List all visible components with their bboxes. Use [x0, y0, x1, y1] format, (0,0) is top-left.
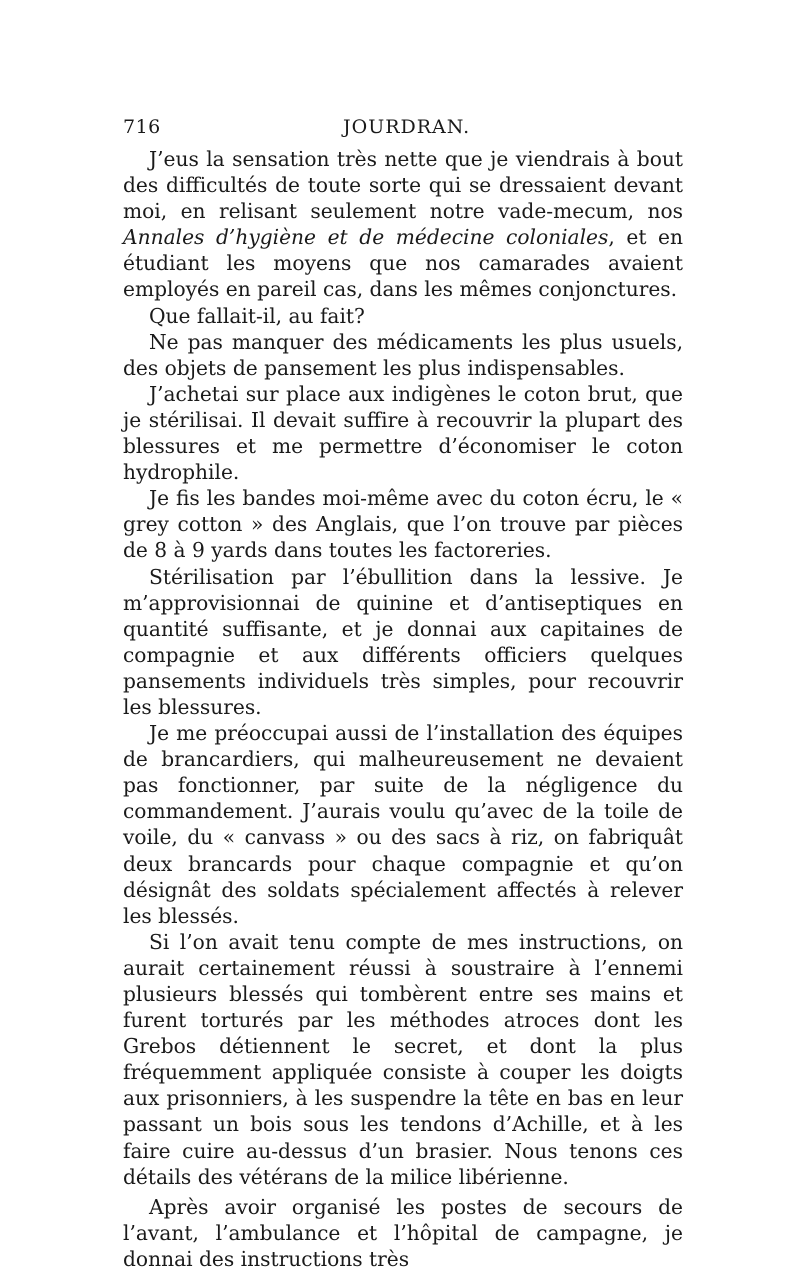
- paragraph: Après avoir organisé les postes de secours de l’avant, l’ambulance et l’hôpital de campagne, je donnai des instructions très: [123, 1194, 683, 1271]
- paragraph: J’achetai sur place aux indigènes le coton brut, que je stérilisai. Il devait suffire à recouvrir la plupart des blessures et me permettre d’économiser le coton hydrophile.: [123, 381, 683, 485]
- paragraph: Que fallait-il, au fait?: [149, 303, 365, 328]
- page-number: 716: [123, 116, 161, 138]
- page-header: [123, 116, 683, 146]
- body-text: [123, 146, 683, 1272]
- running-head: JOURDRAN.: [343, 116, 471, 138]
- paragraph: Je fis les bandes moi-même avec du coton écru, le « grey cotton » des Anglais, que l’on trouve par pièces de 8 à 9 yards dans toutes les factoreries.: [123, 486, 683, 563]
- book-page: [123, 116, 683, 1272]
- paragraph: Je me préoccupai aussi de l’installation des équipes de brancardiers, qui malheureusement ne devaient pas fonctionner, par suite de la négligence du commandement. J’aurais voulu qu’avec de la toile de voile, du « canvass » ou des sacs à riz, on fabriquât deux brancards pour chaque compagnie et qu’on désignât des soldats spécialement affectés à relever les blessés.: [123, 721, 683, 928]
- paragraph: Ne pas manquer des médicaments les plus usuels, des objets de pansement les plus indispensables.: [123, 329, 683, 380]
- paragraph: Si l’on avait tenu compte de mes instructions, on aurait certainement réussi à soustraire à l’ennemi plusieurs blessés qui tombèrent entre ses mains et furent torturés par les méthodes atroces dont les Grebos détiennent le secret, et dont la plus fréquemment appliquée consiste à couper les doigts aux prisonniers, à les suspendre la tête en bas en leur passant un bois sous les tendons d’Achille, et à les faire cuire au-dessus d’un brasier. Nous tenons ces détails des vétérans de la milice libérienne.: [123, 929, 683, 1189]
- paragraph: Stérilisation par l’ébullition dans la lessive. Je m’approvisionnai de quinine et d’antiseptiques en quantité suffisante, et je donnai aux capitaines de compagnie et aux différents officiers quelques pansements individuels très simples, pour recouvrir les blessures.: [123, 564, 683, 719]
- paragraph: J’eus la sensation très nette que je viendrais à bout des difficultés de toute sorte qui se dressaient devant moi, en relisant seulement notre vade-mecum, nos Annales d’hygiène et de médecine coloniales, et en étudiant les moyens que nos camarades avaient employés en pareil cas, dans les mêmes conjonctures.: [123, 147, 683, 302]
- journal-title: Annales d’hygiène et de médecine coloniales: [123, 225, 609, 250]
